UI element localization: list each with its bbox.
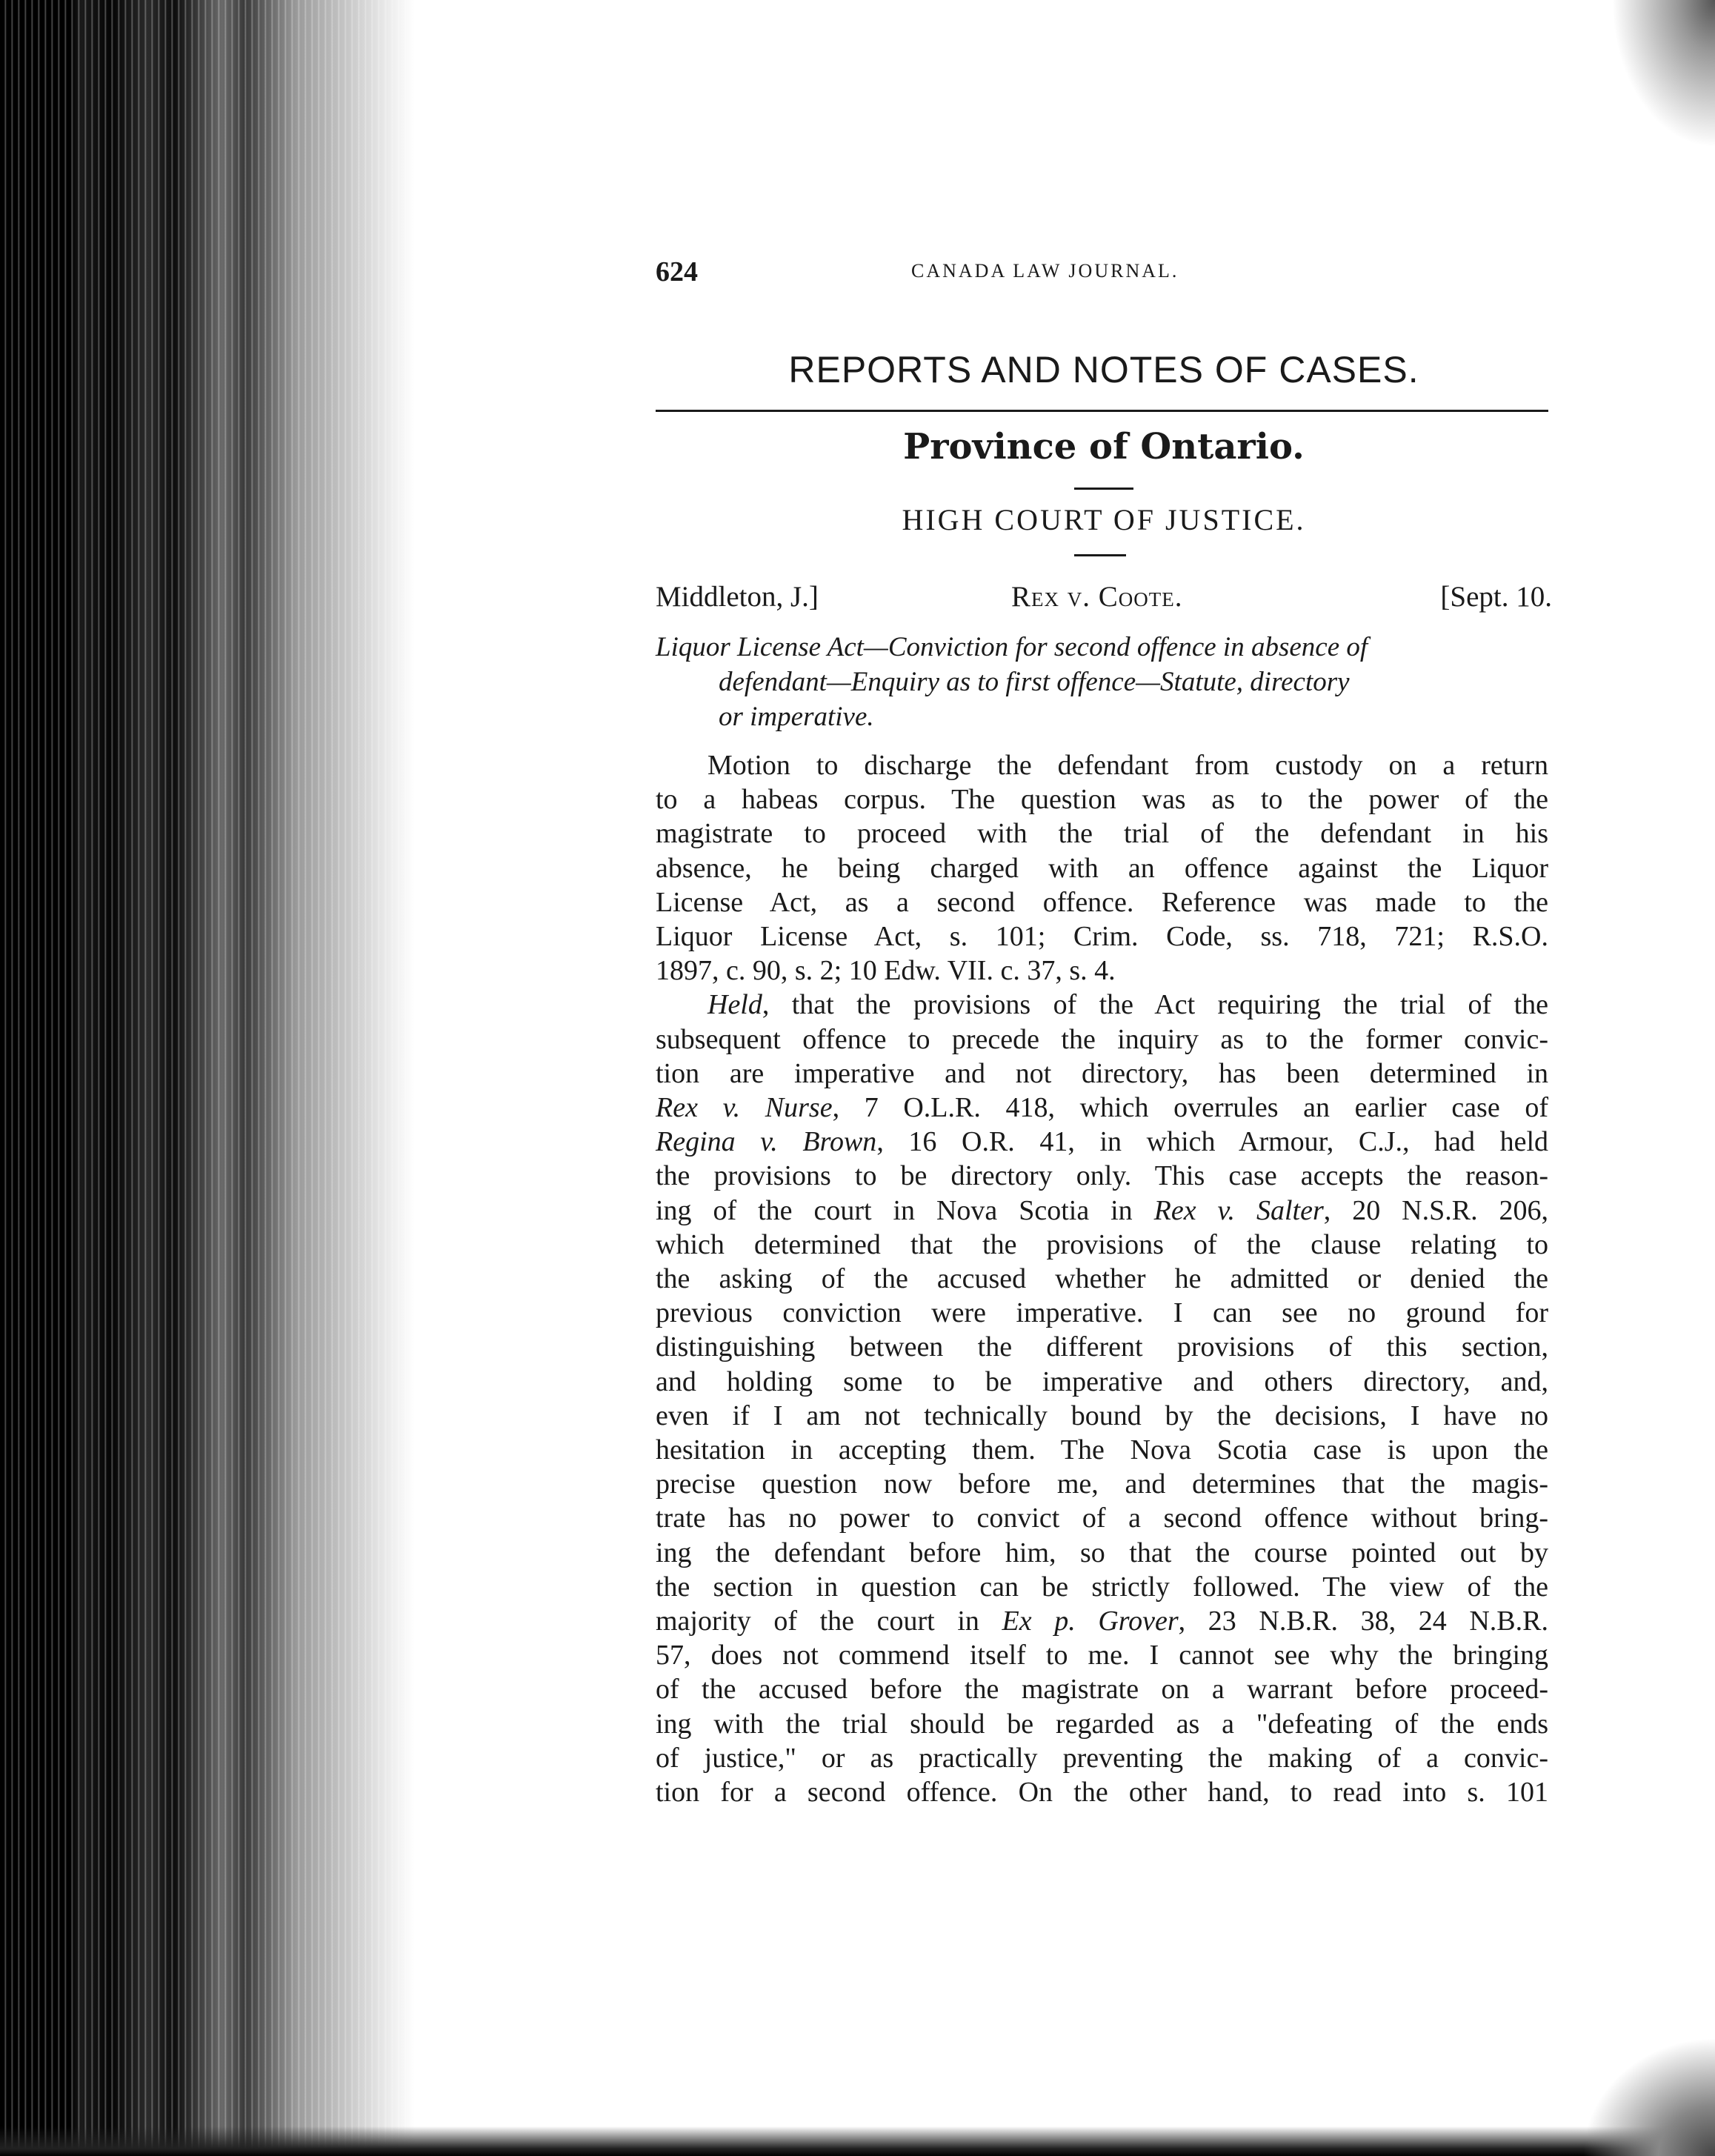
page-corner-shadow-top [1611,0,1715,148]
body-line: of justice," or as practically preventing the making of a convic- [656,1742,1548,1774]
case-body [656,748,1548,1809]
body-line: distinguishing between the different provisions of this section, [656,1331,1548,1363]
body-line: and holding some to be imperative and others directory, and, [656,1365,1548,1397]
headnote-line: Liquor License Act—Conviction for second offence in absence of [656,632,1368,662]
judge-name: Middleton, J.] [656,581,819,613]
headnote-line: or imperative. [719,702,874,732]
body-line: Motion to discharge the defendant from custody on a return [707,750,1548,781]
body-line: subsequent offence to precede the inquiry as to the former convic- [656,1023,1548,1055]
headnote-line: defendant—Enquiry as to first offence—Statute, directory [719,667,1350,697]
body-line: License Act, as a second offence. Reference was made to the [656,886,1548,918]
headnote [656,630,1548,734]
body-line: majority of the court in Ex p. Grover, 23 N.B.R. 38, 24 N.B.R. [656,1606,1548,1637]
body-line: trate has no power to convict of a second offence without bring- [656,1503,1548,1534]
court-heading: HIGH COURT OF JUSTICE. [902,503,1306,536]
body-line: even if I am not technically bound by the decisions, I have no [656,1400,1548,1431]
body-line: to a habeas corpus. The question was as to the power of the [656,784,1548,816]
journal-title: CANADA LAW JOURNAL. [911,260,1179,282]
body-line: the asking of the accused whether he admitted or denied the [656,1263,1548,1295]
body-line: of the accused before the magistrate on a warrant before proceed- [656,1674,1548,1706]
body-line: which determined that the provisions of the clause relating to [656,1228,1548,1260]
body-line: 57, does not commend itself to me. I cannot see why the bringing [656,1640,1548,1671]
body-line: ing the defendant before him, so that the course pointed out by [656,1537,1548,1568]
body-line: the section in question can be strictly followed. The view of the [656,1571,1548,1603]
body-line: Regina v. Brown, 16 O.R. 41, in which Armour, C.J., had held [656,1126,1548,1158]
section-title: REPORTS AND NOTES OF CASES. [788,349,1419,390]
body-line: precise question now before me, and determines that the magis- [656,1468,1548,1500]
divider-rule [1074,488,1133,490]
body-line: absence, he being charged with an offence against the Liquor [656,852,1548,884]
body-line: Liquor License Act, s. 101; Crim. Code, ss. 718, 721; R.S.O. [656,921,1548,953]
body-line: previous conviction were imperative. I can see no ground for [656,1297,1548,1329]
body-line: magistrate to proceed with the trial of the defendant in his [656,818,1548,850]
province-heading: Province of Ontario. [903,426,1305,468]
divider-rule [1074,554,1126,556]
running-head [656,256,1552,293]
page-corner-shadow-bottom [1582,2037,1715,2156]
body-line: 1897, c. 90, s. 2; 10 Edw. VII. c. 37, s. 4. [656,955,1116,987]
page-number: 624 [656,256,698,287]
section-rule [656,410,1548,412]
body-line: tion are imperative and not directory, has been determined in [656,1057,1548,1089]
body-line: Held, that the provisions of the Act requiring the trial of the [707,989,1548,1021]
body-line: hesitation in accepting them. The Nova Scotia case is upon the [656,1434,1548,1466]
body-line: tion for a second offence. On the other hand, to read into s. 101 [656,1777,1548,1809]
book-gutter-shadow [0,0,415,2156]
body-line: the provisions to be directory only. This case accepts the reason- [656,1160,1548,1192]
body-line: ing of the court in Nova Scotia in Rex v. Salter, 20 N.S.R. 206, [656,1194,1548,1226]
case-name: Rex v. Coote. [1011,581,1183,613]
case-caption [656,580,1552,617]
body-line: Rex v. Nurse, 7 O.L.R. 418, which overrules an earlier case of [656,1092,1548,1124]
body-line: ing with the trial should be regarded as a "defeating of the ends [656,1708,1548,1740]
case-date: [Sept. 10. [1440,581,1552,613]
page-bottom-shadow [0,2126,1715,2156]
